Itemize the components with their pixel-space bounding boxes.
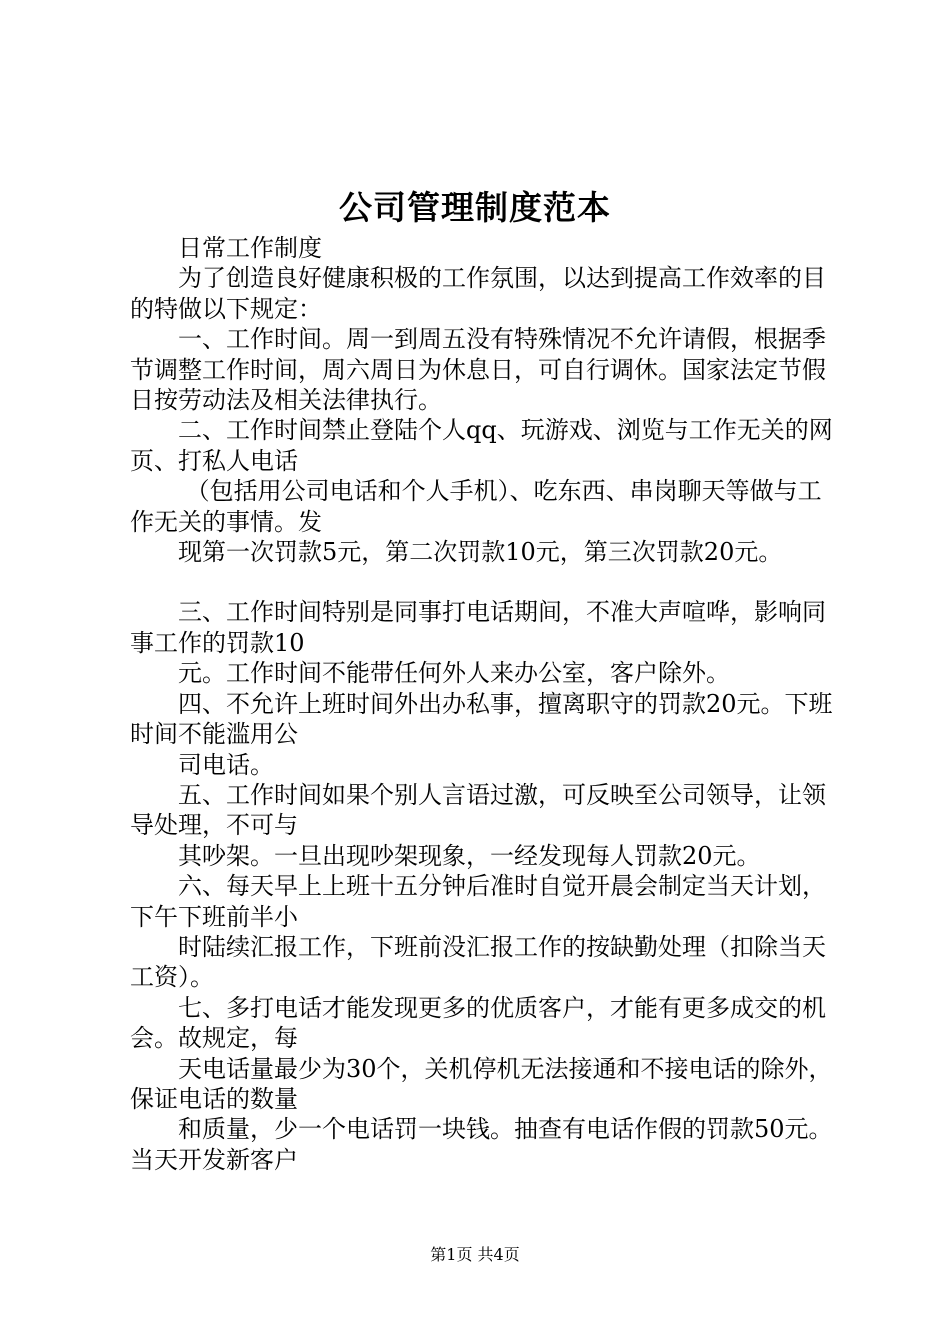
paragraph: 为了创造良好健康积极的工作氛围，以达到提高工作效率的目的特做以下规定：: [130, 264, 826, 323]
paragraph: 六、每天早上上班十五分钟后准时自觉开晨会制定当天计划，下午下班前半小: [130, 872, 826, 931]
paragraph: 元。工作时间不能带任何外人来办公室，客户除外。: [178, 659, 730, 688]
page-number-footer: 第1页 共4页: [430, 1245, 520, 1264]
paragraph: 一、工作时间。周一到周五没有特殊情况不允许请假，根据季节调整工作时间，周六周日为休息日，可自行调休。国家法定节假日按劳动法及相关法律执行。: [130, 325, 826, 415]
paragraph: （包括用公司电话和个人手机）、吃东西、串岗聊天等做与工作无关的事情。发: [130, 477, 822, 536]
paragraph: 三、工作时间特别是同事打电话期间，不准大声喧哗，影响同事工作的罚款10: [130, 598, 826, 657]
document-title: 公司管理制度范本: [339, 188, 611, 227]
paragraph: 其吵架。一旦出现吵架现象，一经发现每人罚款20元。: [178, 841, 761, 870]
paragraph: 现第一次罚款5元，第二次罚款10元，第三次罚款20元。: [178, 538, 783, 567]
paragraph: 司电话。: [178, 750, 274, 779]
paragraph: 时陆续汇报工作，下班前没汇报工作的按缺勤处理（扣除当天工资）。: [130, 932, 826, 992]
paragraph: 和质量，少一个电话罚一块钱。抽查有电话作假的罚款50元。当天开发新客户: [130, 1115, 833, 1174]
paragraph: 二、工作时间禁止登陆个人qq、玩游戏、浏览与工作无关的网页、打私人电话: [130, 416, 833, 475]
paragraph: 天电话量最少为30个，关机停机无法接通和不接电话的除外，保证电话的数量: [130, 1054, 833, 1113]
document-body: [130, 233, 840, 1175]
paragraph: 五、工作时间如果个别人言语过激，可反映至公司领导，让领导处理，不可与: [130, 780, 826, 840]
paragraph: 四、不允许上班时间外出办私事，擅离职守的罚款20元。下班时间不能滥用公: [130, 689, 833, 749]
section-heading: 日常工作制度: [178, 234, 322, 262]
paragraph: 七、多打电话才能发现更多的优质客户，才能有更多成交的机会。故规定，每: [130, 993, 826, 1053]
